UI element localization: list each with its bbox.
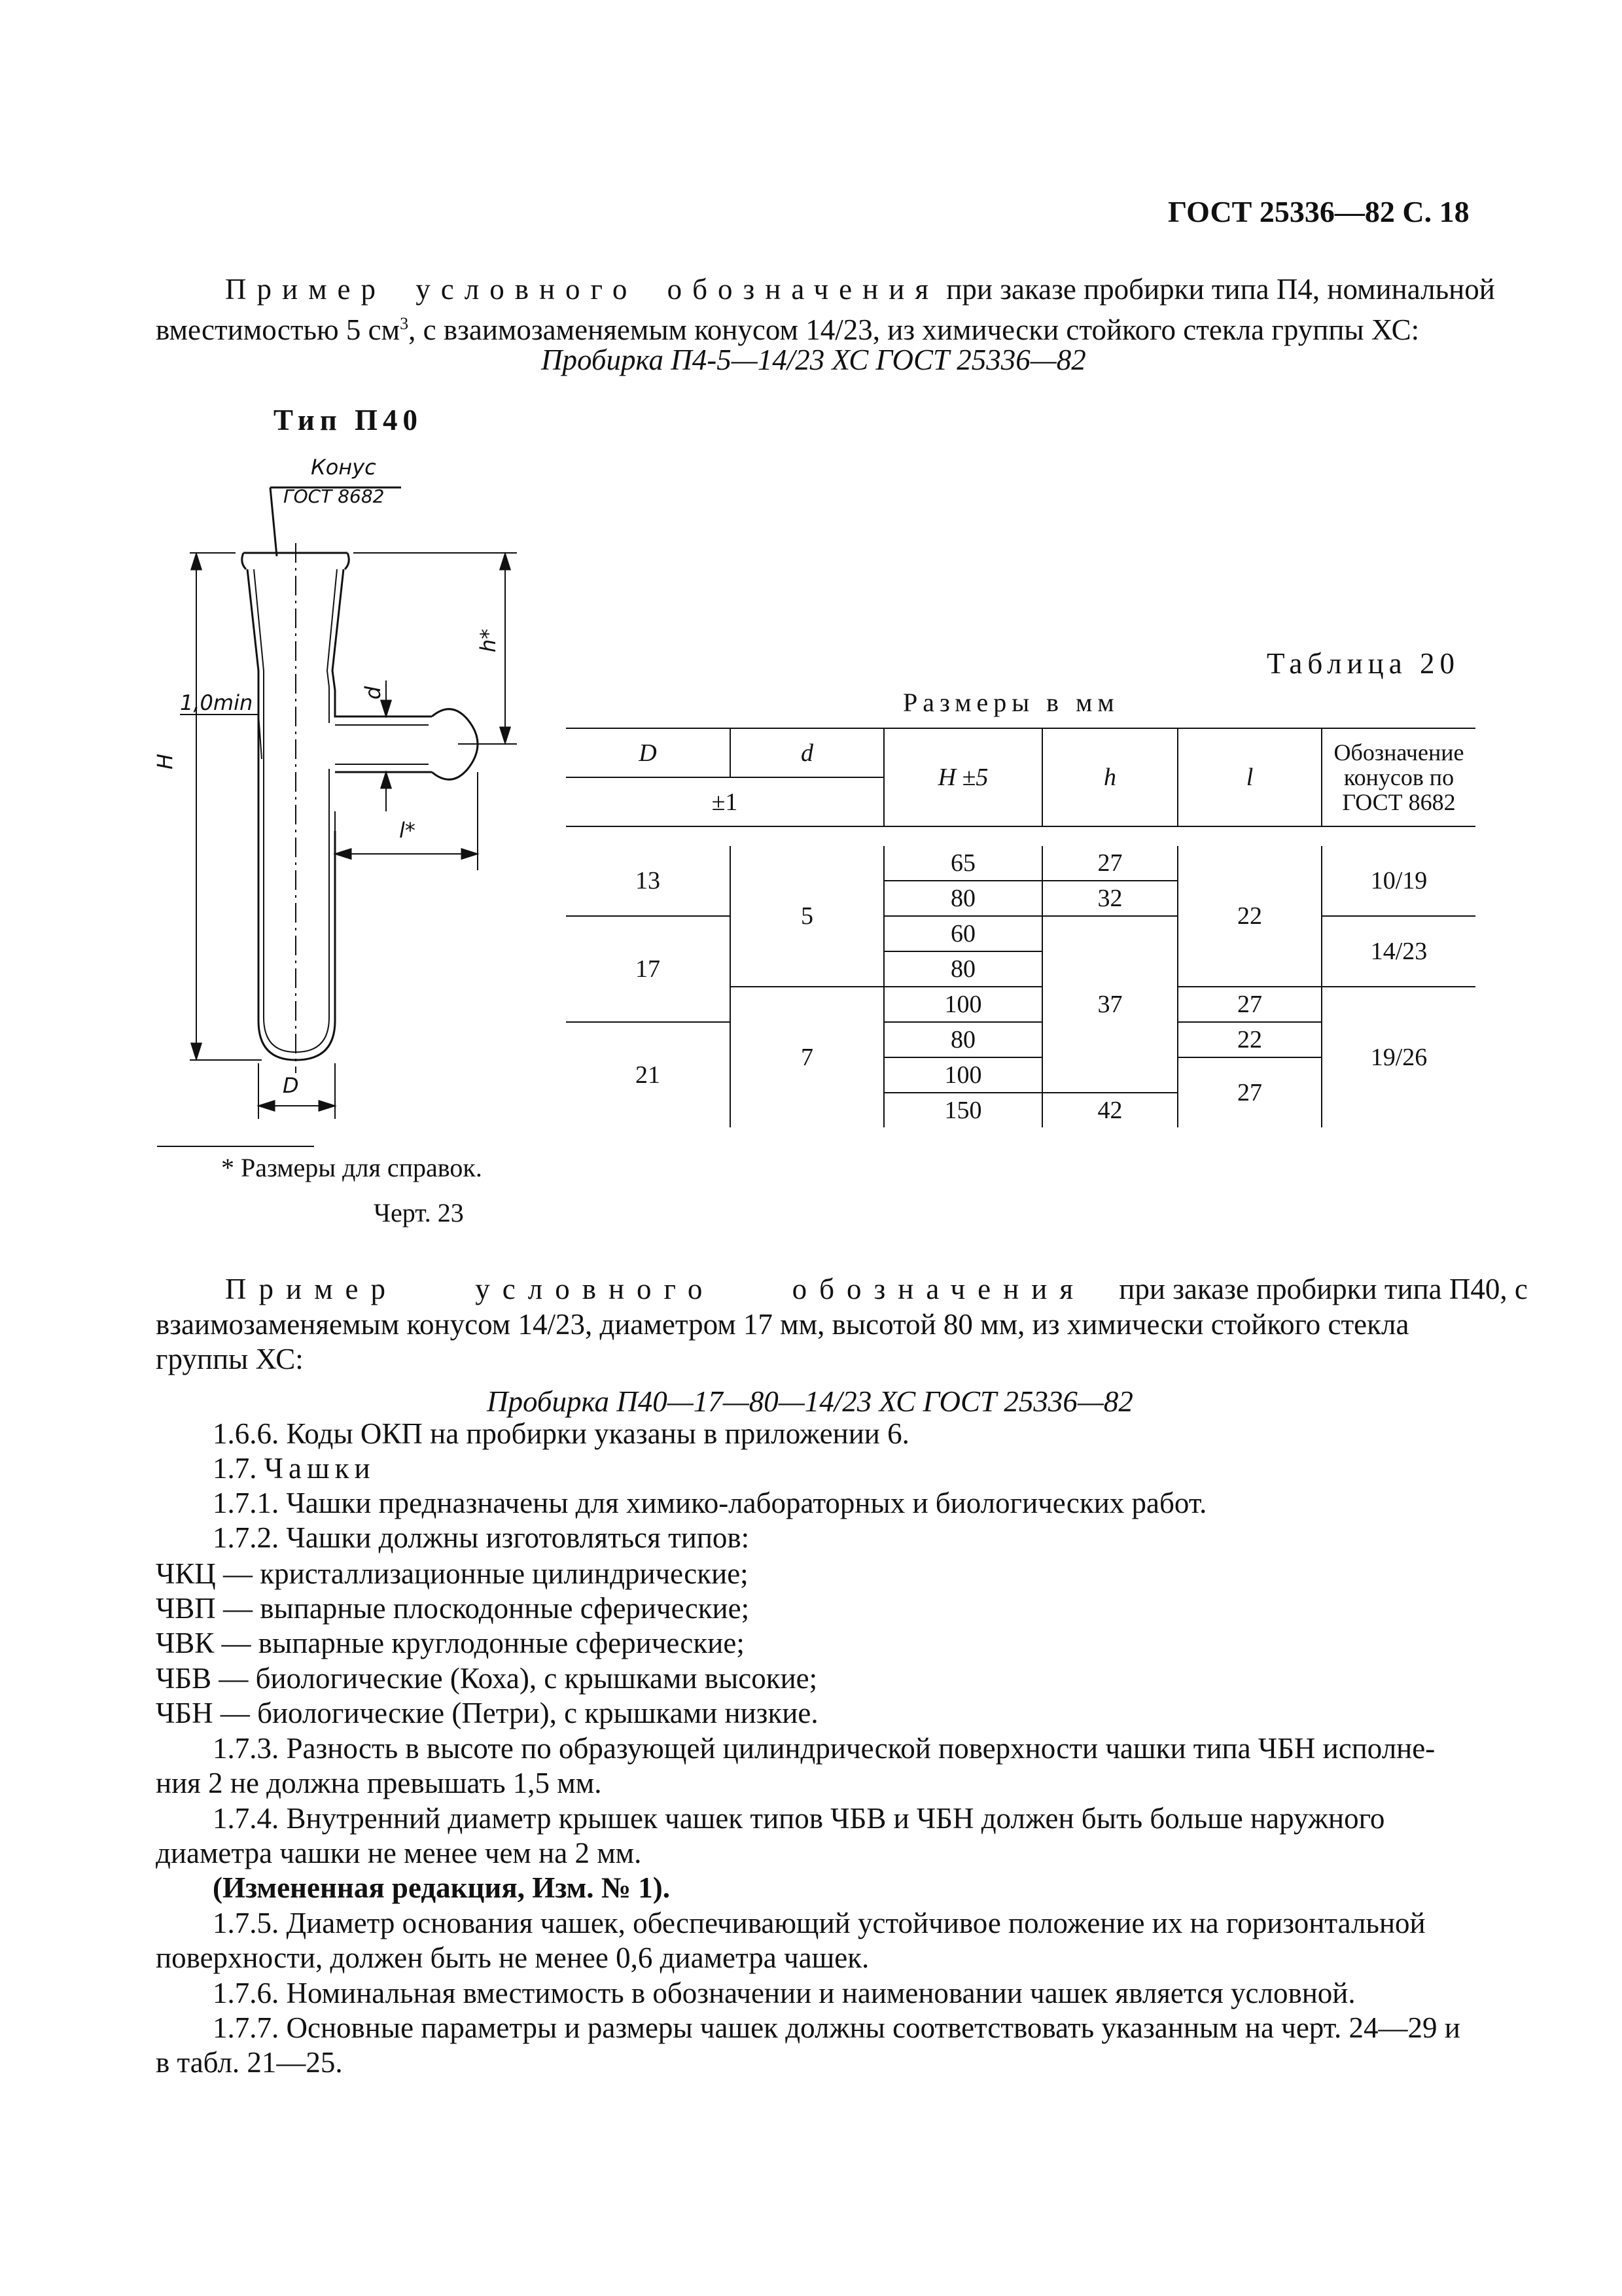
cell-d: 5 (730, 846, 884, 987)
para-1-7-2: 1.7.2. Чашки должны изготовляться типов: (213, 1521, 750, 1554)
cell-d: 7 (730, 987, 884, 1127)
header-cone (1322, 728, 1475, 826)
cell-H: 100 (884, 1057, 1042, 1093)
example-2-lead: Пример условного обозначения (225, 1273, 1086, 1305)
type-list-item: ЧВК — выпарные круглодонные сферические; (156, 1627, 745, 1659)
height-label: H (152, 753, 178, 770)
min-wall-label: 1,0min (180, 690, 253, 715)
header-l: l (1178, 728, 1322, 826)
example-1-text-2b: , с взаимозаменяемым конусом 14/23, из химически стойкого стекла группы ХС: (408, 313, 1420, 346)
table-title: Таблица 20 (1267, 647, 1460, 680)
para-1-7-6: 1.7.6. Номинальная вместимость в обозначении и наименовании чашек является условной. (213, 1977, 1356, 2009)
para-1-7-5-line-2: поверхности, должен быть не менее 0,6 диаметра чашек. (156, 1941, 870, 1974)
cell-h: 37 (1042, 916, 1178, 1093)
cell-H: 80 (884, 1022, 1042, 1057)
para-1-7-3-line-2: ния 2 не должна превышать 1,5 мм. (156, 1767, 602, 1799)
cell-h: 32 (1042, 881, 1178, 916)
figure-caption: Черт. 23 (374, 1198, 464, 1227)
cone-std-label: ГОСТ 8682 (283, 486, 385, 507)
header-d: d (730, 728, 884, 777)
example-2-text-1: при заказе пробирки типа П40, с (1119, 1273, 1528, 1305)
example-1-line-1 (225, 271, 1495, 308)
cell-cone: 10/19 (1322, 846, 1475, 916)
para-1-7-5-line-1: 1.7.5. Диаметр основания чашек, обеспечивающий устойчивое положение их на горизонтальной (213, 1907, 1426, 1939)
cell-H: 60 (884, 916, 1042, 951)
cone-leader-line (270, 487, 277, 556)
example-1-text-1: при заказе пробирки типа П4, номинальной (946, 273, 1495, 306)
example-1-lead: Пример условного обозначения (225, 273, 940, 306)
header-cone-line-2: конусов по (1343, 764, 1455, 790)
header-cone-line-1: Обозначение (1333, 739, 1464, 766)
cell-cone: 19/26 (1322, 987, 1475, 1127)
para-1-7-4-line-1: 1.7.4. Внутренний диаметр крышек чашек типов ЧБВ и ЧБН должен быть больше наружного (213, 1802, 1385, 1835)
cell-D: 13 (566, 846, 730, 916)
section-1-7-number: 1.7. (213, 1452, 257, 1485)
header-h: h (1042, 728, 1178, 826)
type-list-item: ЧБВ — биологические (Коха), с крышками высокие; (156, 1662, 818, 1695)
header-cone-line-3: ГОСТ 8682 (1342, 789, 1456, 815)
para-1-7-7-line-2: в табл. 21—25. (156, 2046, 343, 2079)
test-tube-drawing (150, 451, 556, 1145)
dimensions-table (566, 728, 1475, 1127)
section-1-7-heading (213, 1450, 376, 1487)
cell-h: 27 (1042, 846, 1178, 881)
example-1-designation: Пробирка П4-5—14/23 ХС ГОСТ 25336—82 (541, 344, 1086, 376)
para-1-6-6: 1.6.6. Коды ОКП на пробирки указаны в приложении 6. (213, 1417, 909, 1450)
type-list-item: ЧБН — биологические (Петри), с крышками низкие. (156, 1697, 819, 1729)
example-2-designation: Пробирка П40—17—80—14/23 ХС ГОСТ 25336—82 (487, 1385, 1133, 1418)
type-title: Тип П40 (273, 404, 423, 436)
footnote: * Размеры для справок. (221, 1153, 482, 1182)
section-1-7-title: Чашки (264, 1452, 376, 1485)
page-header: ГОСТ 25336—82 С. 18 (1168, 195, 1470, 228)
example-1-sup: 3 (400, 314, 409, 333)
cell-l: 27 (1178, 1057, 1322, 1127)
type-list-item: ЧКЦ — кристаллизационные цилиндрические; (156, 1557, 749, 1590)
cell-D: 21 (566, 1022, 730, 1127)
cell-H: 80 (884, 881, 1042, 916)
cell-h: 42 (1042, 1093, 1178, 1127)
cell-cone: 14/23 (1322, 916, 1475, 987)
h-label: h* (476, 628, 501, 653)
cell-l: 27 (1178, 987, 1322, 1022)
para-1-7-7-line-1: 1.7.7. Основные параметры и размеры чашек должны соответствовать указанным на черт. 24—29 и (213, 2011, 1460, 2044)
cell-H: 80 (884, 951, 1042, 987)
diameter-label: D (283, 1073, 299, 1098)
example-2-line-2: взаимозаменяемым конусом 14/23, диаметром 17 мм, высотой 80 мм, из химически стойкого стекла (156, 1308, 1409, 1341)
para-1-7-4-line-2: диаметра чашки не менее чем на 2 мм. (156, 1837, 642, 1869)
header-tolerance: ±1 (566, 777, 884, 826)
example-2-line-3: группы ХС: (156, 1343, 304, 1375)
example-1-text-2a: вместимостью 5 см (156, 313, 400, 346)
amendment-note: (Измененная редакция, Изм. № 1). (213, 1871, 671, 1904)
cone-label: Конус (311, 455, 376, 480)
cell-H: 65 (884, 846, 1042, 881)
cell-l: 22 (1178, 1022, 1322, 1057)
cell-H: 100 (884, 987, 1042, 1022)
type-list-item: ЧВП — выпарные плоскодонные сферические; (156, 1592, 750, 1625)
cell-H: 150 (884, 1093, 1042, 1127)
para-1-7-3-line-1: 1.7.3. Разность в высоте по образующей цилиндрической поверхности чашки типа ЧБН исполне- (213, 1732, 1436, 1765)
example-2-line-1 (225, 1271, 1528, 1307)
para-1-7-1: 1.7.1. Чашки предназначены для химико-лабораторных и биологических работ. (213, 1487, 1207, 1519)
header-H: H ±5 (884, 728, 1042, 826)
footnote-rule (157, 1146, 314, 1147)
table-subtitle: Размеры в мм (903, 688, 1120, 717)
d-label: d (361, 686, 386, 700)
header-D: D (566, 728, 730, 777)
cell-D: 17 (566, 916, 730, 1022)
l-label: l* (399, 818, 415, 843)
cell-l: 22 (1178, 846, 1322, 987)
